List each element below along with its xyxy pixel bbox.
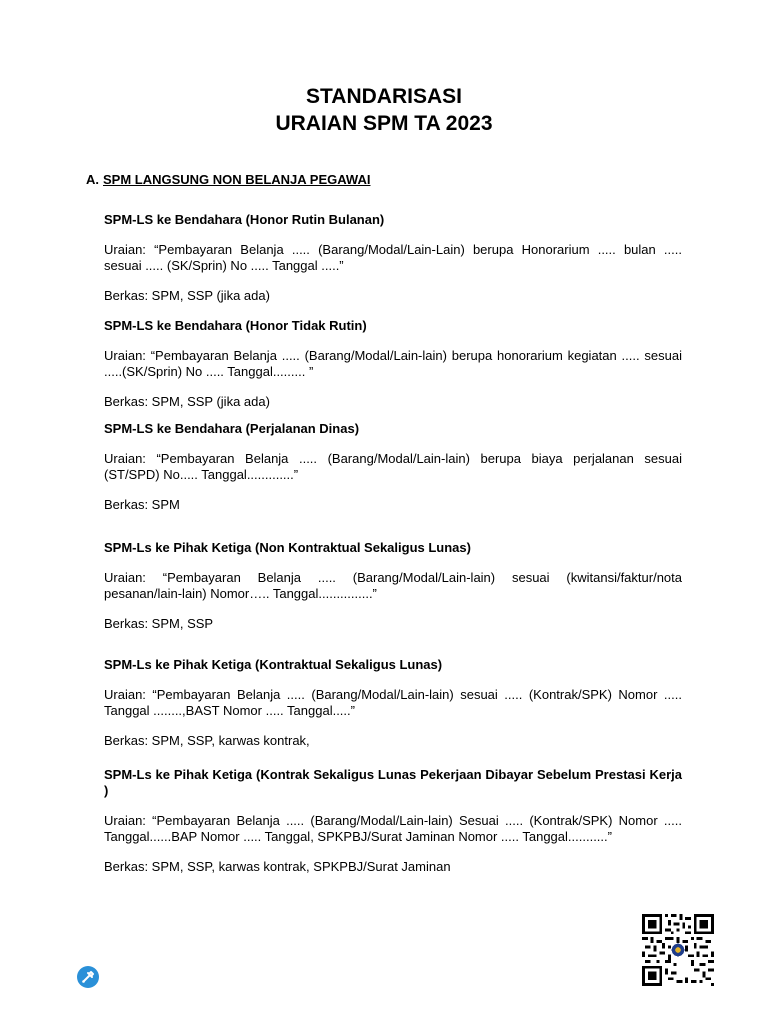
entry-uraian: Uraian: “Pembayaran Belanja ..... (Barang/Modal/Lain-Lain) berupa Honorarium ..... bulan ..... sesuai ..... (SK/Sprin) No ..... Tanggal .....” (104, 242, 682, 273)
document-title-line-1: STANDARISASI (306, 85, 462, 108)
app-logo-icon (76, 965, 100, 989)
spm-entry (104, 767, 682, 875)
entry-heading: SPM-Ls ke Pihak Ketiga (Non Kontraktual Sekaligus Lunas) (104, 540, 471, 555)
entry-berkas: Berkas: SPM, SSP, karwas kontrak, SPKPBJ/Surat Jaminan (104, 859, 451, 874)
entry-berkas: Berkas: SPM, SSP, karwas kontrak, (104, 733, 310, 748)
document-title-line-2: URAIAN SPM TA 2023 (275, 112, 493, 135)
section-title: SPM LANGSUNG NON BELANJA PEGAWAI (103, 172, 371, 187)
entry-uraian: Uraian: “Pembayaran Belanja ..... (Barang/Modal/Lain-lain) sesuai ..... (Kontrak/SPK) Nomor ..... Tanggal ........,BAST Nomor ..... Tanggal.....” (104, 687, 682, 718)
entry-berkas: Berkas: SPM, SSP (104, 616, 214, 631)
spm-entry (104, 421, 682, 513)
entry-uraian: Uraian: “Pembayaran Belanja ..... (Barang/Modal/Lain-lain) sesuai (kwitansi/faktur/nota pesanan/lain-lain) Nomor….. Tanggal...............” (104, 570, 682, 601)
entry-uraian: Uraian: “Pembayaran Belanja ..... (Barang/Modal/Lain-lain) Sesuai ..... (Kontrak/SPK) Nomor ..... Tanggal......BAP Nomor ..... Tanggal, SPKPBJ/Surat Jaminan Nomor ..... Tanggal...........” (104, 813, 682, 844)
spm-entry (104, 318, 682, 410)
spm-entry (104, 657, 682, 749)
entry-heading: SPM-LS ke Bendahara (Perjalanan Dinas) (104, 421, 360, 436)
entry-heading: SPM-Ls ke Pihak Ketiga (Kontraktual Sekaligus Lunas) (104, 657, 443, 672)
section-heading (86, 172, 370, 187)
spm-entry (104, 212, 682, 304)
entry-uraian: Uraian: “Pembayaran Belanja ..... (Barang/Modal/Lain-lain) berupa honorarium kegiatan ..... sesuai .....(SK/Sprin) No ..... Tanggal......... ” (104, 348, 682, 379)
qr-code-icon (642, 914, 714, 986)
entry-berkas: Berkas: SPM, SSP (jika ada) (104, 394, 270, 409)
entry-berkas: Berkas: SPM (104, 497, 180, 512)
entry-heading: SPM-Ls ke Pihak Ketiga (Kontrak Sekaligus Lunas Pekerjaan Dibayar Sebelum Prestasi Kerja ) (104, 767, 682, 798)
entry-berkas: Berkas: SPM, SSP (jika ada) (104, 288, 270, 303)
section-letter: A. (86, 172, 99, 187)
entry-heading: SPM-LS ke Bendahara (Honor Tidak Rutin) (104, 318, 367, 333)
entry-uraian: Uraian: “Pembayaran Belanja ..... (Barang/Modal/Lain-lain) berupa biaya perjalanan sesuai (ST/SPD) No..... Tanggal.............” (104, 451, 682, 482)
entry-heading: SPM-LS ke Bendahara (Honor Rutin Bulanan) (104, 212, 385, 227)
spm-entry (104, 540, 682, 632)
